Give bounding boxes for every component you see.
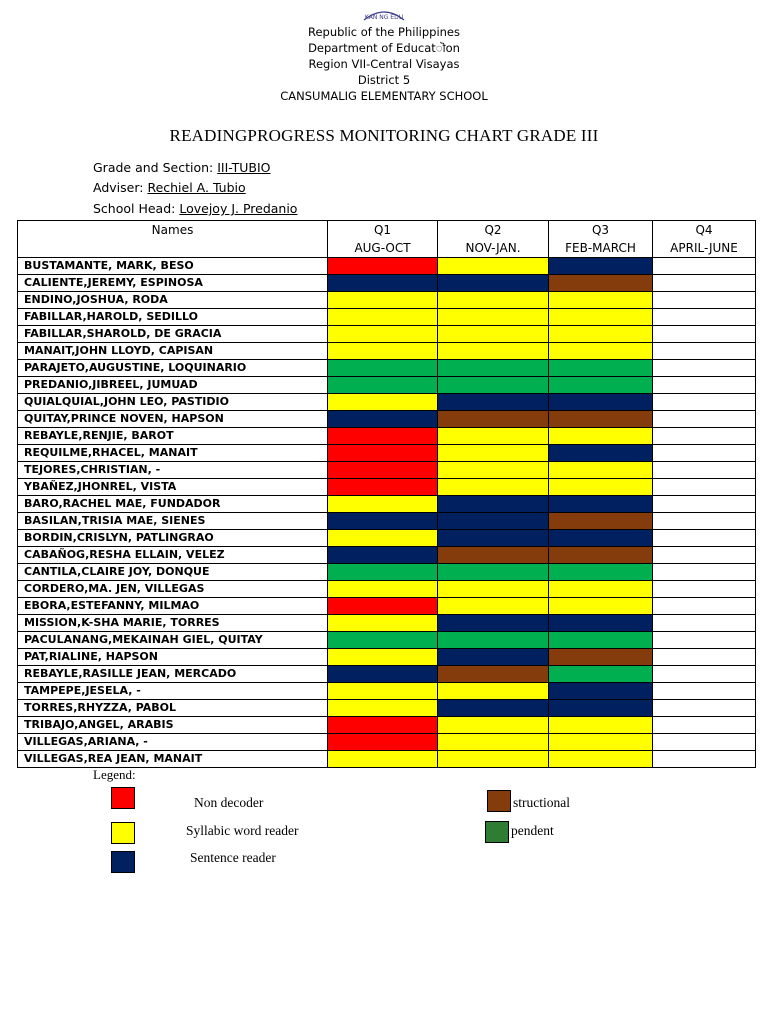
table-row bbox=[18, 343, 756, 360]
quarter-cell-q1 bbox=[328, 615, 438, 632]
student-rows bbox=[18, 258, 756, 768]
quarter-cell-q3 bbox=[549, 700, 653, 717]
grade-section-value: III-TUBIO bbox=[217, 160, 271, 175]
header-school-name: CANSUMALIG ELEMENTARY SCHOOL bbox=[280, 89, 488, 103]
quarter-cell-q4 bbox=[653, 615, 756, 632]
adviser-line bbox=[93, 180, 246, 195]
table-row bbox=[18, 445, 756, 462]
quarter-cell-q2 bbox=[438, 615, 549, 632]
student-name: PARAJETO,AUGUSTINE, LOQUINARIO bbox=[18, 360, 328, 377]
quarter-cell-q4 bbox=[653, 751, 756, 768]
table-row bbox=[18, 649, 756, 666]
school-head-label: School Head: bbox=[93, 201, 180, 216]
table-row bbox=[18, 309, 756, 326]
quarter-cell-q3 bbox=[549, 496, 653, 513]
student-name: FABILLAR,SHAROLD, DE GRACIA bbox=[18, 326, 328, 343]
adviser-label: Adviser: bbox=[93, 180, 148, 195]
legend-title: Legend: bbox=[93, 767, 136, 782]
quarter-cell-q3 bbox=[549, 598, 653, 615]
quarter-cell-q4 bbox=[653, 326, 756, 343]
quarter-cell-q1 bbox=[328, 292, 438, 309]
quarter-cell-q1 bbox=[328, 700, 438, 717]
quarter-header-q3: Q3 FEB-MARCH bbox=[549, 221, 653, 258]
quarter-cell-q1 bbox=[328, 632, 438, 649]
grade-section-line bbox=[93, 160, 271, 175]
student-name: YBAÑEZ,JHONREL, VISTA bbox=[18, 479, 328, 496]
header-region: Region VII-Central Visayas bbox=[308, 57, 460, 71]
quarter-cell-q1 bbox=[328, 496, 438, 513]
quarter-cell-q2 bbox=[438, 717, 549, 734]
quarter-cell-q1 bbox=[328, 479, 438, 496]
table-row bbox=[18, 326, 756, 343]
quarter-cell-q2 bbox=[438, 666, 549, 683]
legend-label-independent: pendent bbox=[511, 823, 554, 838]
quarter-cell-q2 bbox=[438, 258, 549, 275]
quarter-cell-q2 bbox=[438, 530, 549, 547]
table-row bbox=[18, 530, 756, 547]
quarter-cell-q1 bbox=[328, 649, 438, 666]
student-name: TAMPEPE,JESELA, - bbox=[18, 683, 328, 700]
student-name: BUSTAMANTE, MARK, BESO bbox=[18, 258, 328, 275]
quarter-cell-q3 bbox=[549, 513, 653, 530]
quarter-cell-q4 bbox=[653, 632, 756, 649]
quarter-cell-q1 bbox=[328, 360, 438, 377]
quarter-cell-q4 bbox=[653, 547, 756, 564]
school-head-line bbox=[93, 201, 297, 216]
table-row bbox=[18, 615, 756, 632]
table-row bbox=[18, 411, 756, 428]
student-name: REQUILME,RHACEL, MANAIT bbox=[18, 445, 328, 462]
table-row bbox=[18, 547, 756, 564]
quarter-cell-q2 bbox=[438, 683, 549, 700]
quarter-cell-q1 bbox=[328, 462, 438, 479]
quarter-cell-q4 bbox=[653, 683, 756, 700]
table-row bbox=[18, 428, 756, 445]
quarter-cell-q2 bbox=[438, 343, 549, 360]
quarter-cell-q3 bbox=[549, 428, 653, 445]
quarter-cell-q2 bbox=[438, 513, 549, 530]
student-name: TEJORES,CHRISTIAN, - bbox=[18, 462, 328, 479]
quarter-cell-q4 bbox=[653, 462, 756, 479]
header-republic: Republic of the Philippines bbox=[307, 25, 461, 39]
quarter-cell-q4 bbox=[653, 394, 756, 411]
quarter-cell-q1 bbox=[328, 717, 438, 734]
table-row bbox=[18, 377, 756, 394]
legend-label-syllabic: Syllabic word reader bbox=[186, 823, 299, 838]
quarter-cell-q2 bbox=[438, 445, 549, 462]
progress-table bbox=[17, 220, 756, 768]
quarter-cell-q2 bbox=[438, 326, 549, 343]
quarter-cell-q4 bbox=[653, 377, 756, 394]
quarter-cell-q3 bbox=[549, 445, 653, 462]
quarter-cell-q2 bbox=[438, 598, 549, 615]
deped-seal-icon bbox=[360, 8, 408, 22]
table-row bbox=[18, 751, 756, 768]
svg-text:KAN NG EDU: KAN NG EDU bbox=[364, 14, 404, 21]
quarter-cell-q4 bbox=[653, 496, 756, 513]
quarter-cell-q1 bbox=[328, 343, 438, 360]
table-row bbox=[18, 734, 756, 751]
quarter-cell-q2 bbox=[438, 700, 549, 717]
quarter-cell-q2 bbox=[438, 751, 549, 768]
quarter-cell-q4 bbox=[653, 292, 756, 309]
quarter-cell-q3 bbox=[549, 581, 653, 598]
quarter-cell-q4 bbox=[653, 445, 756, 462]
header-department: Department of Educatॊon bbox=[308, 41, 460, 55]
quarter-cell-q2 bbox=[438, 360, 549, 377]
adviser-value: Rechiel A. Tubio bbox=[147, 180, 246, 195]
quarter-cell-q4 bbox=[653, 258, 756, 275]
quarter-cell-q3 bbox=[549, 258, 653, 275]
quarter-cell-q4 bbox=[653, 700, 756, 717]
quarter-cell-q3 bbox=[549, 377, 653, 394]
quarter-cell-q1 bbox=[328, 326, 438, 343]
quarter-cell-q3 bbox=[549, 411, 653, 428]
student-name: CALIENTE,JEREMY, ESPINOSA bbox=[18, 275, 328, 292]
quarter-cell-q4 bbox=[653, 343, 756, 360]
student-name: QUIALQUIAL,JOHN LEO, PASTIDIO bbox=[18, 394, 328, 411]
header-district: District 5 bbox=[357, 73, 411, 87]
quarter-cell-q1 bbox=[328, 547, 438, 564]
page-title: READINGPROGRESS MONITORING CHART GRADE III bbox=[169, 126, 599, 145]
table-row bbox=[18, 564, 756, 581]
student-name: TORRES,RHYZZA, PABOL bbox=[18, 700, 328, 717]
quarter-cell-q1 bbox=[328, 513, 438, 530]
quarter-cell-q2 bbox=[438, 462, 549, 479]
legend-swatch-independent bbox=[485, 821, 509, 843]
table-row bbox=[18, 683, 756, 700]
quarter-cell-q3 bbox=[549, 717, 653, 734]
table-row bbox=[18, 632, 756, 649]
quarter-cell-q4 bbox=[653, 581, 756, 598]
quarter-cell-q1 bbox=[328, 275, 438, 292]
quarter-cell-q4 bbox=[653, 598, 756, 615]
table-row bbox=[18, 479, 756, 496]
student-name: REBAYLE,RASILLE JEAN, MERCADO bbox=[18, 666, 328, 683]
quarter-cell-q4 bbox=[653, 309, 756, 326]
student-name: FABILLAR,HAROLD, SEDILLO bbox=[18, 309, 328, 326]
quarter-cell-q2 bbox=[438, 649, 549, 666]
quarter-cell-q1 bbox=[328, 598, 438, 615]
quarter-cell-q4 bbox=[653, 360, 756, 377]
quarter-cell-q1 bbox=[328, 683, 438, 700]
quarter-cell-q3 bbox=[549, 564, 653, 581]
quarter-cell-q2 bbox=[438, 734, 549, 751]
quarter-header-q2: Q2 NOV-JAN. bbox=[438, 221, 549, 258]
legend-swatch-sentence bbox=[111, 851, 135, 873]
student-name: VILLEGAS,ARIANA, - bbox=[18, 734, 328, 751]
table-row bbox=[18, 275, 756, 292]
quarter-cell-q2 bbox=[438, 479, 549, 496]
quarter-cell-q3 bbox=[549, 462, 653, 479]
quarter-cell-q1 bbox=[328, 377, 438, 394]
quarter-cell-q3 bbox=[549, 632, 653, 649]
quarter-cell-q2 bbox=[438, 309, 549, 326]
quarter-cell-q2 bbox=[438, 496, 549, 513]
quarter-cell-q2 bbox=[438, 564, 549, 581]
student-name: PAT,RIALINE, HAPSON bbox=[18, 649, 328, 666]
quarter-cell-q2 bbox=[438, 581, 549, 598]
quarter-cell-q4 bbox=[653, 479, 756, 496]
quarter-cell-q3 bbox=[549, 734, 653, 751]
quarter-cell-q2 bbox=[438, 411, 549, 428]
quarter-cell-q2 bbox=[438, 428, 549, 445]
student-name: TRIBAJO,ANGEL, ARABIS bbox=[18, 717, 328, 734]
quarter-cell-q3 bbox=[549, 751, 653, 768]
student-name: MANAIT,JOHN LLOYD, CAPISAN bbox=[18, 343, 328, 360]
student-name: BORDIN,CRISLYN, PATLINGRAO bbox=[18, 530, 328, 547]
quarter-cell-q3 bbox=[549, 547, 653, 564]
quarter-cell-q3 bbox=[549, 615, 653, 632]
table-row bbox=[18, 496, 756, 513]
table-header-row bbox=[18, 221, 756, 258]
quarter-cell-q3 bbox=[549, 275, 653, 292]
quarter-cell-q3 bbox=[549, 666, 653, 683]
table-row bbox=[18, 598, 756, 615]
quarter-cell-q4 bbox=[653, 428, 756, 445]
student-name: PREDANIO,JIBREEL, JUMUAD bbox=[18, 377, 328, 394]
table-row bbox=[18, 700, 756, 717]
school-head-value: Lovejoy J. Predanio bbox=[179, 201, 298, 216]
quarter-cell-q2 bbox=[438, 547, 549, 564]
table-row bbox=[18, 258, 756, 275]
quarter-cell-q1 bbox=[328, 564, 438, 581]
quarter-cell-q4 bbox=[653, 513, 756, 530]
quarter-cell-q4 bbox=[653, 275, 756, 292]
student-name: CORDERO,MA. JEN, VILLEGAS bbox=[18, 581, 328, 598]
quarter-cell-q4 bbox=[653, 564, 756, 581]
table-row bbox=[18, 666, 756, 683]
names-header: Names bbox=[18, 221, 328, 258]
quarter-cell-q1 bbox=[328, 666, 438, 683]
table-row bbox=[18, 581, 756, 598]
quarter-cell-q4 bbox=[653, 717, 756, 734]
student-name: BASILAN,TRISIA MAE, SIENES bbox=[18, 513, 328, 530]
quarter-cell-q1 bbox=[328, 581, 438, 598]
table-row bbox=[18, 513, 756, 530]
quarter-cell-q3 bbox=[549, 326, 653, 343]
quarter-cell-q1 bbox=[328, 309, 438, 326]
quarter-cell-q2 bbox=[438, 292, 549, 309]
quarter-cell-q1 bbox=[328, 751, 438, 768]
quarter-cell-q3 bbox=[549, 292, 653, 309]
quarter-cell-q2 bbox=[438, 632, 549, 649]
student-name: PACULANANG,MEKAINAH GIEL, QUITAY bbox=[18, 632, 328, 649]
quarter-cell-q2 bbox=[438, 394, 549, 411]
legend-swatch-non-decoder bbox=[111, 787, 135, 809]
quarter-cell-q3 bbox=[549, 683, 653, 700]
quarter-cell-q1 bbox=[328, 394, 438, 411]
quarter-cell-q3 bbox=[549, 394, 653, 411]
legend-label-sentence: Sentence reader bbox=[190, 850, 276, 865]
quarter-cell-q4 bbox=[653, 734, 756, 751]
quarter-cell-q1 bbox=[328, 530, 438, 547]
quarter-cell-q3 bbox=[549, 649, 653, 666]
quarter-cell-q3 bbox=[549, 479, 653, 496]
student-name: BARO,RACHEL MAE, FUNDADOR bbox=[18, 496, 328, 513]
quarter-cell-q1 bbox=[328, 428, 438, 445]
student-name: ENDINO,JOSHUA, RODA bbox=[18, 292, 328, 309]
legend-label-instructional: structional bbox=[513, 795, 570, 810]
quarter-cell-q3 bbox=[549, 530, 653, 547]
legend-label-non-decoder: Non decoder bbox=[194, 795, 264, 810]
table-row bbox=[18, 394, 756, 411]
quarter-cell-q4 bbox=[653, 411, 756, 428]
student-name: CANTILA,CLAIRE JOY, DONQUE bbox=[18, 564, 328, 581]
quarter-cell-q4 bbox=[653, 666, 756, 683]
quarter-header-q4: Q4 APRIL-JUNE bbox=[653, 221, 756, 258]
quarter-cell-q1 bbox=[328, 258, 438, 275]
legend-swatch-instructional bbox=[487, 790, 511, 812]
student-name: REBAYLE,RENJIE, BAROT bbox=[18, 428, 328, 445]
grade-section-label: Grade and Section: bbox=[93, 160, 218, 175]
table-row bbox=[18, 717, 756, 734]
quarter-cell-q2 bbox=[438, 275, 549, 292]
table-row bbox=[18, 360, 756, 377]
quarter-cell-q1 bbox=[328, 734, 438, 751]
student-name: VILLEGAS,REA JEAN, MANAIT bbox=[18, 751, 328, 768]
quarter-cell-q3 bbox=[549, 309, 653, 326]
legend-swatch-syllabic bbox=[111, 822, 135, 844]
student-name: EBORA,ESTEFANNY, MILMAO bbox=[18, 598, 328, 615]
quarter-cell-q1 bbox=[328, 411, 438, 428]
quarter-cell-q3 bbox=[549, 343, 653, 360]
table-row bbox=[18, 292, 756, 309]
quarter-header-q1: Q1 AUG-OCT bbox=[328, 221, 438, 258]
quarter-cell-q1 bbox=[328, 445, 438, 462]
student-name: CABAÑOG,RESHA ELLAIN, VELEZ bbox=[18, 547, 328, 564]
school-header bbox=[0, 24, 768, 104]
quarter-cell-q3 bbox=[549, 360, 653, 377]
table-row bbox=[18, 462, 756, 479]
student-name: MISSION,K-SHA MARIE, TORRES bbox=[18, 615, 328, 632]
quarter-cell-q4 bbox=[653, 649, 756, 666]
quarter-cell-q4 bbox=[653, 530, 756, 547]
quarter-cell-q2 bbox=[438, 377, 549, 394]
student-name: QUITAY,PRINCE NOVEN, HAPSON bbox=[18, 411, 328, 428]
